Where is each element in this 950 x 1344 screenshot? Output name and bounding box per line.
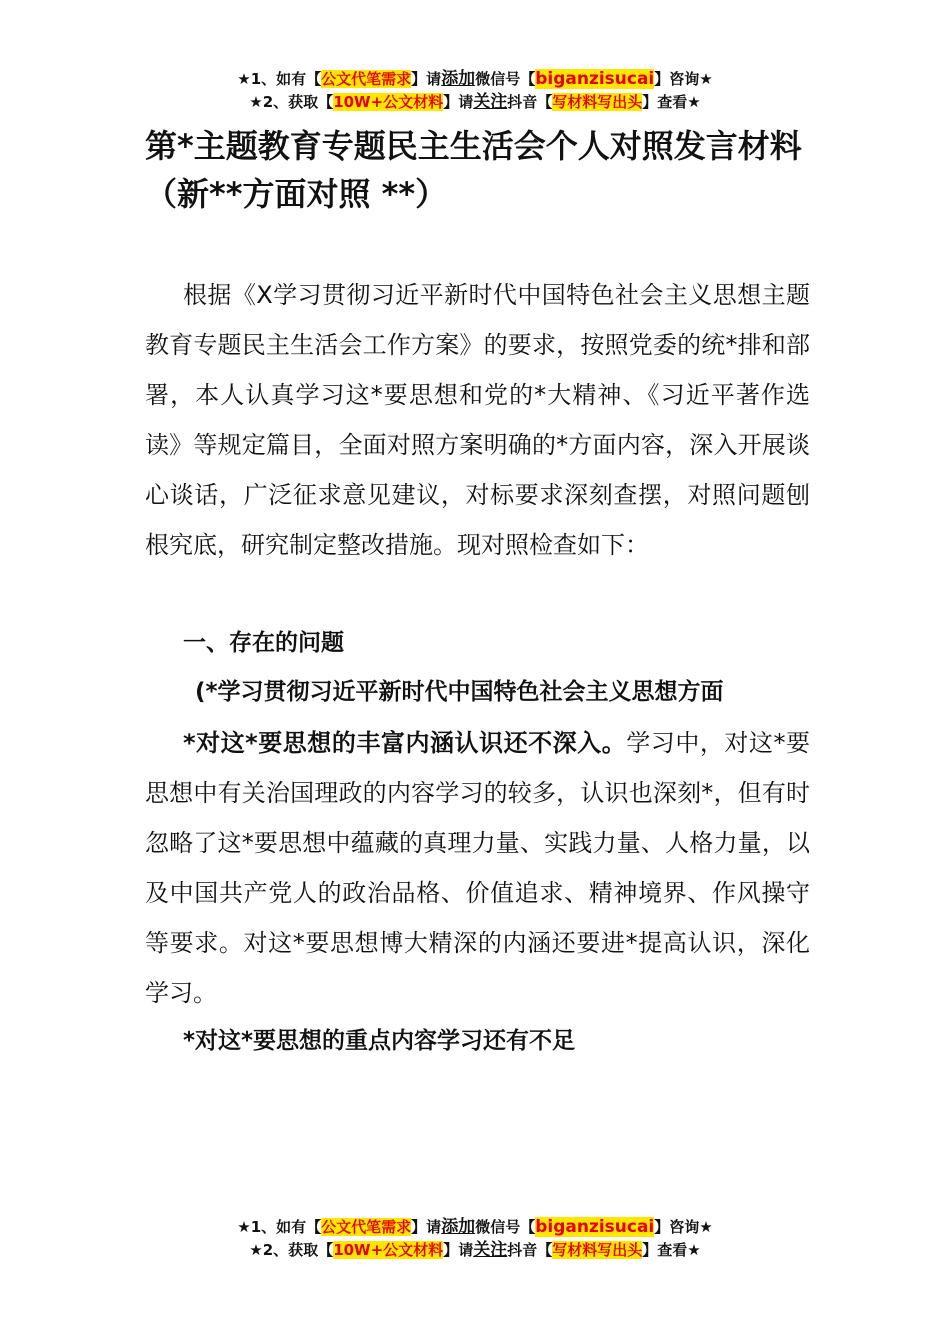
- banner-text: 】咨询★: [654, 1218, 713, 1236]
- banner-text: 】查看★: [642, 1241, 701, 1259]
- header-banner: [0, 68, 950, 114]
- douyin-id: 写材料写出头: [552, 93, 643, 111]
- document-title: 第*主题教育专题民主生活会个人对照发言材料（新**方面对照 **）: [145, 127, 802, 213]
- banner-text: 抖音【: [507, 1241, 553, 1259]
- banner-text: 】请: [411, 1218, 442, 1236]
- banner-text: 抖音【: [507, 93, 553, 111]
- banner-text: 微信号【: [475, 1218, 536, 1236]
- underlined-text: 添加: [441, 1217, 476, 1237]
- banner-text: 】咨询★: [654, 70, 713, 88]
- footer-banner: [0, 1216, 950, 1262]
- point-text: 学习中，对这*要思想中有关治国理政的内容学习的较多，认识也深刻*，但有时忽略了这*要思想中蕴藏的真理力量、实践力量、人格力量，以及中国共产党人的政治品格、价值追求、精神境界、作风操守等要求。对这*要思想博大精深的内涵还要进*提高认识，深化学习。: [145, 729, 811, 1007]
- point-paragraph: [145, 718, 810, 1018]
- banner-text: ★1、如有【: [237, 1218, 322, 1236]
- banner-line-2: [0, 91, 950, 114]
- highlight-tag: 公文代笔需求: [321, 1218, 412, 1236]
- banner-text: ★1、如有【: [237, 70, 322, 88]
- banner-text: 】请: [443, 1241, 474, 1259]
- banner-text: 】请: [443, 93, 474, 111]
- highlight-tag: 公文代笔需求: [321, 70, 412, 88]
- subsection-heading: (*学习贯彻习近平新时代中国特色社会主义思想方面: [195, 679, 724, 705]
- wechat-id: biganzisucai: [535, 1217, 655, 1237]
- underlined-text: 关注: [473, 1240, 508, 1260]
- banner-line-2: [0, 1239, 950, 1262]
- highlight-tag: 10W+公文材料: [333, 93, 444, 111]
- banner-text: 微信号【: [475, 70, 536, 88]
- underlined-text: 关注: [473, 92, 508, 112]
- highlight-tag: 10W+公文材料: [333, 1241, 444, 1259]
- banner-text: 】请: [411, 70, 442, 88]
- point-heading-2: *对这*要思想的重点内容学习还有不足: [183, 1028, 576, 1054]
- section-heading: 一、存在的问题: [183, 630, 344, 656]
- banner-line-1: [0, 68, 950, 91]
- douyin-id: 写材料写出头: [552, 1241, 643, 1259]
- banner-text: ★2、获取【: [249, 93, 334, 111]
- wechat-id: biganzisucai: [535, 69, 655, 89]
- underlined-text: 添加: [441, 69, 476, 89]
- banner-text: ★2、获取【: [249, 1241, 334, 1259]
- point-heading: *对这*要思想的丰富内涵认识还不深入。: [183, 729, 627, 757]
- banner-line-1: [0, 1216, 950, 1239]
- intro-paragraph: 根据《X学习贯彻习近平新时代中国特色社会主义思想主题教育专题民主生活会工作方案》的要求，按照党委的统*排和部署，本人认真学习这*要思想和党的*大精神、《习近平著作选读》等规定篇目，全面对照方案明确的*方面内容，深入开展谈心谈话，广泛征求意见建议，对标要求深刻查摆，对照问题刨根究底，研究制定整改措施。现对照检查如下：: [145, 281, 810, 559]
- banner-text: 】查看★: [642, 93, 701, 111]
